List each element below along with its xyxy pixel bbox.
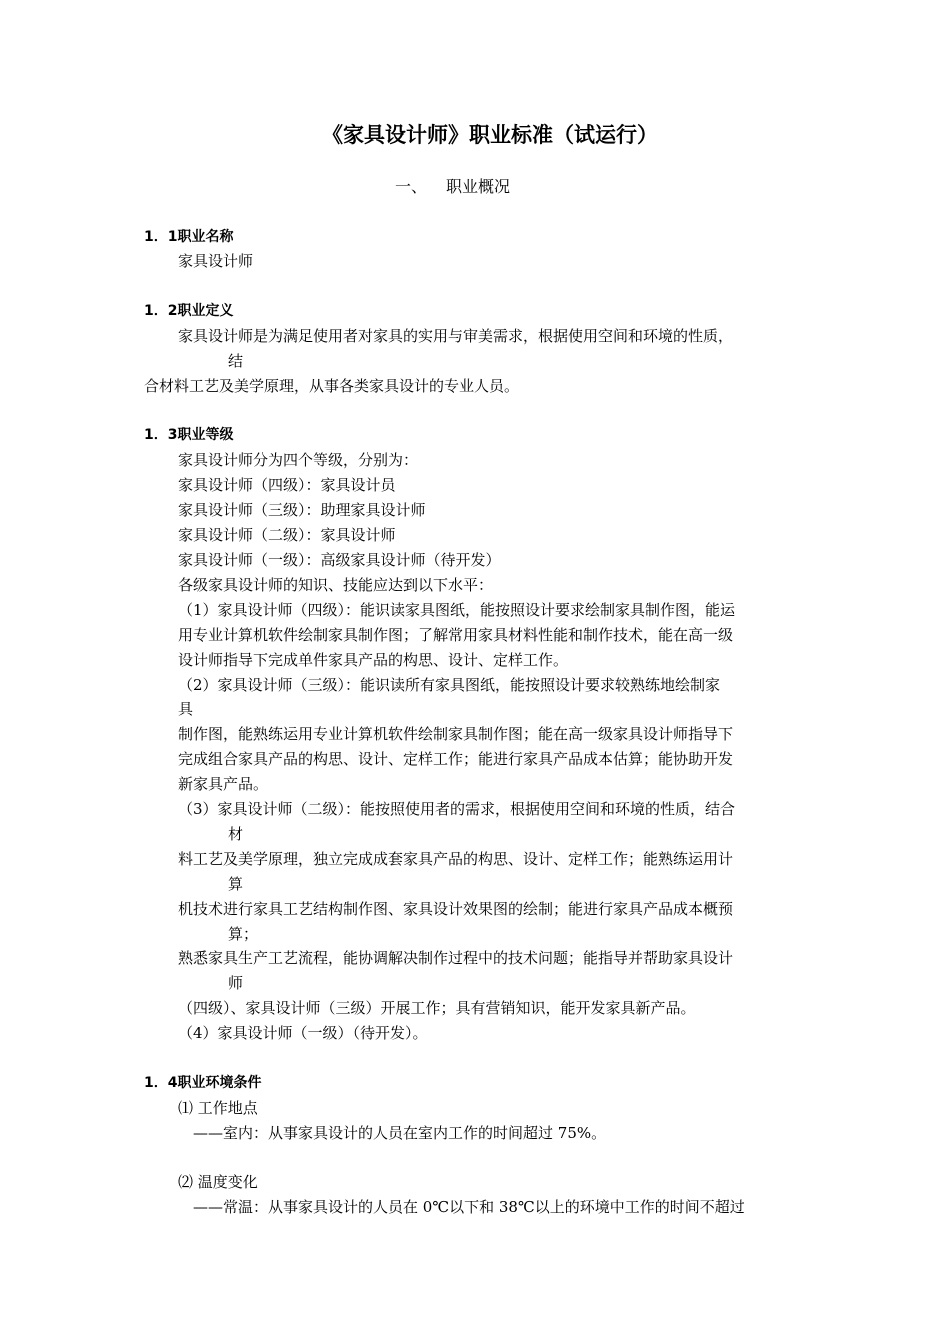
paragraph-line: 家具设计师是为满足使用者对家具的实用与审美需求，根据使用空间和环境的性质， (178, 327, 734, 345)
list-item-text: ——室内：从事家具设计的人员在室内工作的时间超过 75%。 (193, 1124, 607, 1142)
document-title: 《家具设计师》职业标准（试运行） (322, 123, 658, 147)
paragraph-line: 新家具产品。 (178, 775, 269, 793)
paragraph-line: 熟悉家具生产工艺流程，能协调解决制作过程中的技术问题；能指导并帮助家具设计 (178, 949, 734, 967)
section-body-1-1: 家具设计师 (178, 252, 254, 270)
paragraph-line: 制作图，能熟练运用专业计算机软件绘制家具制作图；能在高一级家具设计师指导下 (178, 725, 734, 743)
paragraph-line: 算 (228, 875, 244, 893)
list-item-label: ⑵ 温度变化 (178, 1173, 258, 1191)
paragraph-line: （4）家具设计师（一级）（待开发）。 (178, 1024, 428, 1042)
chapter-title: 职业概况 (446, 177, 511, 196)
paragraph-line: 各级家具设计师的知识、技能应达到以下水平： (178, 576, 494, 594)
section-heading-1-1: 1．1职业名称 (144, 229, 234, 245)
section-heading-1-2: 1．2职业定义 (144, 303, 234, 319)
paragraph-line: 用专业计算机软件绘制家具制作图；了解常用家具材料性能和制作技术，能在高一级 (178, 626, 734, 644)
paragraph-line: 机技术进行家具工艺结构制作图、家具设计效果图的绘制；能进行家具产品成本概预 (178, 900, 734, 918)
paragraph-line: （3）家具设计师（二级）：能按照使用者的需求，根据使用空间和环境的性质，结合 (178, 800, 736, 818)
paragraph-line: 家具设计师分为四个等级，分别为： (178, 451, 419, 469)
paragraph-line: 合材料工艺及美学原理，从事各类家具设计的专业人员。 (144, 377, 520, 395)
paragraph-line: 料工艺及美学原理，独立完成成套家具产品的构思、设计、定样工作；能熟练运用计 (178, 850, 734, 868)
paragraph-line: （2）家具设计师（三级）：能识读所有家具图纸，能按照设计要求较熟练地绘制家 (178, 676, 721, 694)
section-heading-1-4: 1．4职业环境条件 (144, 1075, 262, 1091)
paragraph-line: 师 (228, 974, 244, 992)
paragraph-line: 家具设计师（一级）：高级家具设计师（待开发） (178, 551, 501, 569)
paragraph-line: 完成组合家具产品的构思、设计、定样工作；能进行家具产品成本估算；能协助开发 (178, 750, 734, 768)
section-heading-1-3: 1．3职业等级 (144, 427, 234, 443)
list-item-label: ⑴ 工作地点 (178, 1099, 258, 1117)
paragraph-line: 算； (228, 925, 259, 943)
chapter-number: 一、 (395, 177, 428, 196)
paragraph-line: （四级）、家具设计师（三级）开展工作；具有营销知识，能开发家具新产品。 (178, 999, 696, 1017)
paragraph-line: 结 (228, 352, 244, 370)
list-item-text: ——常温：从事家具设计的人员在 0℃以下和 38℃以上的环境中工作的时间不超过 (193, 1198, 745, 1216)
paragraph-line: 家具设计师（四级）：家具设计员 (178, 476, 396, 494)
paragraph-line: 家具设计师（二级）：家具设计师 (178, 526, 396, 544)
paragraph-line: 家具设计师（三级）：助理家具设计师 (178, 501, 426, 519)
paragraph-line: 材 (228, 825, 244, 843)
paragraph-line: 设计师指导下完成单件家具产品的构思、设计、定样工作。 (178, 651, 569, 669)
paragraph-line: （1）家具设计师（四级）：能识读家具图纸，能按照设计要求绘制家具制作图，能运 (178, 601, 736, 619)
paragraph-line: 具 (178, 700, 194, 718)
